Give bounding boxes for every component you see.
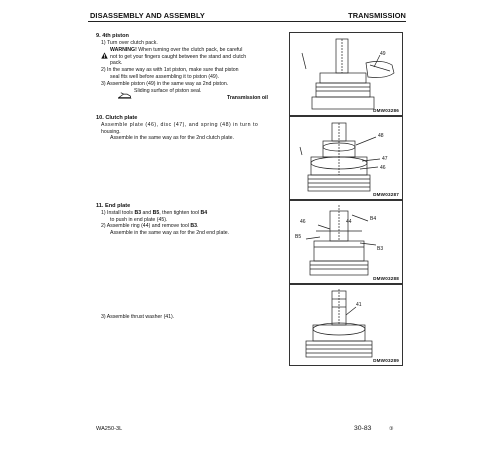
part-label: 41 [356,302,362,308]
warning-word: WARNING! [110,47,137,53]
step-9-line: Sliding surface of piston seal. [134,87,202,94]
section-header: DISASSEMBLY AND ASSEMBLY [90,11,205,20]
warning-text: When turning over the clutch pack, be careful [136,47,243,53]
part-label: 44 [346,219,352,225]
figure-drawing [290,201,402,283]
revision-mark: ③ [389,426,394,432]
step-9-line: seal fits well before assembling it to piston (49). [110,73,219,80]
step-11-title: 11. End plate [96,203,131,209]
part-label: B4 [370,216,377,222]
step-9-line: 2) In the same way as with 1st piston, make sure that piston [101,67,239,73]
step-9-line: 3) Assemble piston (49) in the same way as 2nd piston. [101,80,229,87]
text-segment: 1) Install tools [101,210,135,216]
step-11-line: to push in end plate (45). [110,216,168,223]
step-9-line: pack. [110,60,123,66]
figure-code: DMW03286 [373,108,399,113]
step-11-line: 3) Assemble thrust washer (41). [101,314,175,320]
figure-code: DMW03287 [373,192,399,197]
text-segment: . [197,223,199,229]
figure-clutch-pack-piston [289,32,403,116]
part-label: 46 [380,165,386,171]
step-9-title: 9. 4th piston [96,33,129,39]
oil-can-icon [118,86,132,104]
part-label: 46 [300,219,306,225]
step-10-line: housing. [101,128,121,135]
text-segment: , then tighten tool [159,210,201,216]
figure-clutch-plate [289,116,403,200]
step-9-line: 1) Turn over clutch pack. [101,40,158,46]
lubricant-name: Transmission oil [227,95,268,101]
part-label: B5 [295,234,302,240]
page-number: 30-83 [354,425,372,432]
chapter-header: TRANSMISSION [348,11,406,20]
tool-b3: B3 [134,210,142,216]
part-label: B3 [377,246,384,252]
tool-b3: B3 [190,223,198,229]
part-label: 48 [378,133,384,139]
text-segment: and [141,210,153,216]
tool-b5: B5 [152,210,160,216]
figure-code: DMW03288 [373,276,399,281]
figure-drawing [290,33,402,115]
figure-thrust-washer [289,284,403,366]
model-number: WA250-3L [96,426,123,432]
figure-code: DMW03289 [373,358,399,363]
step-10-line: Assemble in the same way as for the 2nd clutch plate. [110,135,234,141]
tool-b4: B4 [200,210,208,216]
header-rule [88,21,406,22]
step-10-title: 10. Clutch plate [96,115,138,121]
warning-icon [101,46,108,64]
step-9-line: not to get your fingers caught between the stand and clutch [110,53,247,60]
figure-end-plate [289,200,403,284]
step-11-line: Assemble in the same way as for the 2nd end plate. [110,229,230,236]
part-label: 47 [382,156,388,162]
figure-drawing [290,285,402,365]
text-segment: 2) Assemble ring (44) and remove tool [101,223,191,229]
step-10-line: Assemble plate (46), disc (47), and spring (48) in turn to [101,122,259,128]
part-label: 49 [380,51,386,57]
